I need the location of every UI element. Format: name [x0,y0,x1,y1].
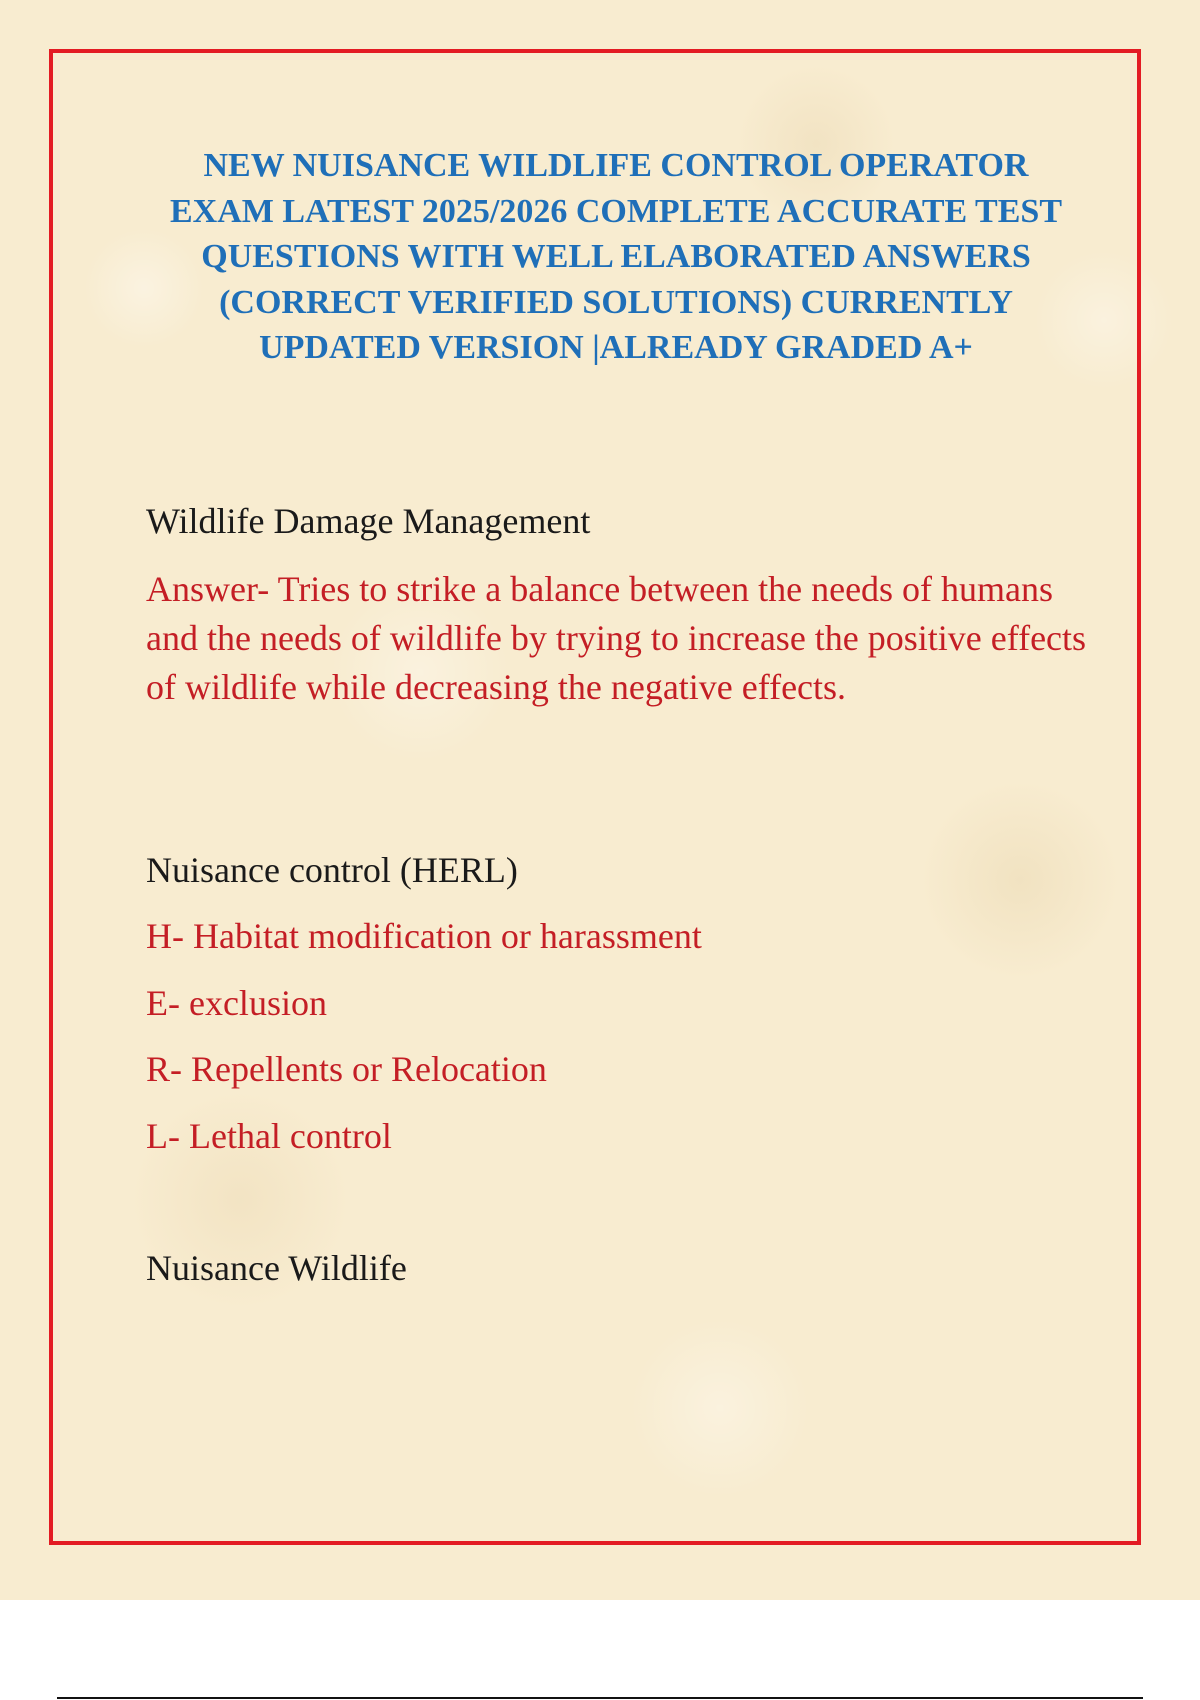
document-title: NEW NUISANCE WILDLIFE CONTROL OPERATOR EXAM LATEST 2025/2026 COMPLETE ACCURATE TEST QUESTIONS WITH WELL ELABORATED ANSWERS (CORRECT VERIFIED SOLUTIONS) CURRENTLY UPDATED VERSION |ALREADY GRADED A+ [169,147,1063,366]
answer-line-habitat: H- Habitat modification or harassment [146,916,702,956]
answer-wildlife-damage-management: Answer- Tries to strike a balance between the needs of humans and the needs of wildlife by trying to increase the positive effects of wildlife while decreasing the negative effects. [146,569,1087,707]
question-wildlife-damage-management: Wildlife Damage Management [146,501,591,541]
footer-divider [57,1697,1143,1699]
question-nuisance-wildlife: Nuisance Wildlife [146,1248,407,1288]
question-nuisance-control: Nuisance control (HERL) [146,850,518,890]
answer-line-exclusion: E- exclusion [146,983,327,1023]
answer-line-repellents: R- Repellents or Relocation [146,1049,547,1089]
answer-line-lethal: L- Lethal control [146,1116,392,1156]
